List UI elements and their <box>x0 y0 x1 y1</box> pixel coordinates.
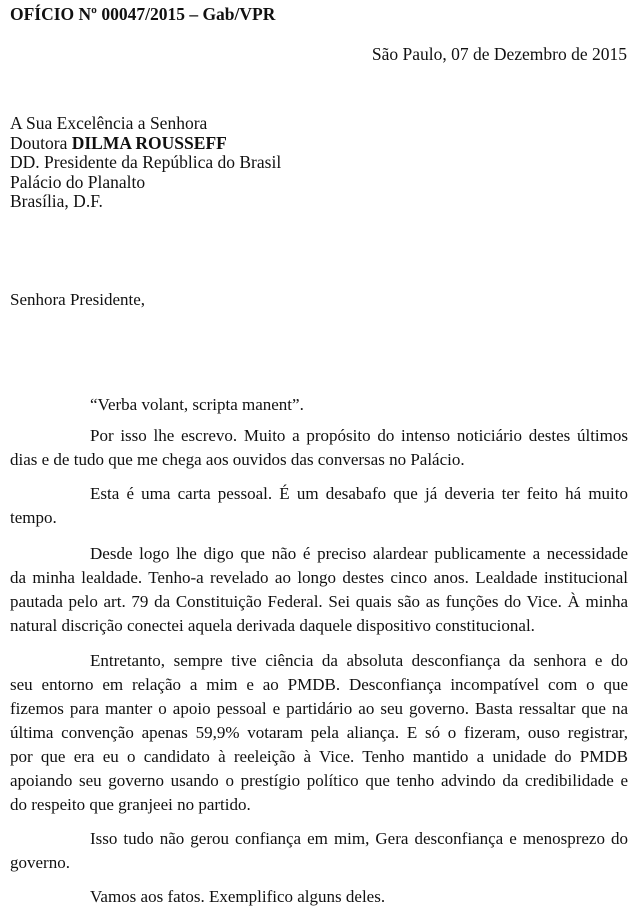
paragraph-line: Desde logo lhe digo que não é preciso alardear publicamente a necessidade <box>90 544 628 563</box>
paragraph <box>10 482 628 530</box>
recipient-name: DILMA ROUSSEFF <box>71 132 227 153</box>
address-line <box>10 134 281 154</box>
paragraph-line: Por isso lhe escrevo. Muito a propósito do intenso noticiário destes últimos <box>90 426 628 445</box>
paragraph <box>10 827 628 875</box>
paragraph-line: seu entorno em relação a mim e ao PMDB. Desconfiança incompatível com o que <box>10 675 628 694</box>
paragraph <box>10 885 628 909</box>
paragraph <box>10 649 628 817</box>
document-title: OFÍCIO Nº 00047/2015 – Gab/VPR <box>10 4 276 24</box>
paragraph-line: Esta é uma carta pessoal. É um desabafo que já deveria ter feito há muito <box>90 484 628 503</box>
address-line: DD. Presidente da República do Brasil <box>10 152 282 172</box>
recipient-title: Doutora <box>10 132 72 153</box>
paragraph-line: Entretanto, sempre tive ciência da absoluta desconfiança da senhora e do <box>90 651 628 670</box>
paragraph-line: governo. <box>10 853 70 872</box>
paragraph-line: Isso tudo não gerou confiança em mim, Gera desconfiança e menosprezo do <box>90 829 628 848</box>
paragraph <box>10 424 628 472</box>
paragraph-line: do respeito que granjeei no partido. <box>10 795 251 814</box>
paragraph-line: da minha lealdade. Tenho-a revelado ao longo destes cinco anos. Lealdade institucional <box>10 568 628 587</box>
paragraph-line: “Verba volant, scripta manent”. <box>90 395 304 414</box>
paragraph-line: dias e de tudo que me chega aos ouvidos das conversas no Palácio. <box>10 450 465 469</box>
paragraph-line: apoiando seu governo usando o prestígio político que tenho advindo da credibilidade e <box>10 771 628 790</box>
paragraph-line: fizemos para manter o apoio pessoal e partidário ao seu governo. Basta ressaltar que na <box>10 699 628 718</box>
address-line: A Sua Excelência a Senhora <box>10 113 208 133</box>
salutation: Senhora Presidente, <box>10 290 146 309</box>
paragraph-line: tempo. <box>10 508 57 527</box>
paragraph-line: pautada pelo art. 79 da Constituição Federal. Sei quais são as funções do Vice. À minha <box>10 592 628 611</box>
recipient-address <box>10 114 281 212</box>
address-line: Brasília, D.F. <box>10 191 103 211</box>
paragraph <box>10 393 628 417</box>
paragraph-line: Vamos aos fatos. Exemplifico alguns deles. <box>90 887 386 906</box>
document-date: São Paulo, 07 de Dezembro de 2015 <box>371 44 627 64</box>
address-line: Palácio do Planalto <box>10 171 146 192</box>
paragraph <box>10 542 628 638</box>
paragraph-line: natural discrição conectei aquela derivada daquele dispositivo constitucional. <box>10 616 535 635</box>
paragraph-line: por que era eu o candidato à reeleição à Vice. Tenho mantido a unidade do PMDB <box>10 747 628 766</box>
paragraph-line: última convenção apenas 59,9% votaram pela aliança. E só o fizeram, ouso registrar, <box>10 723 628 742</box>
